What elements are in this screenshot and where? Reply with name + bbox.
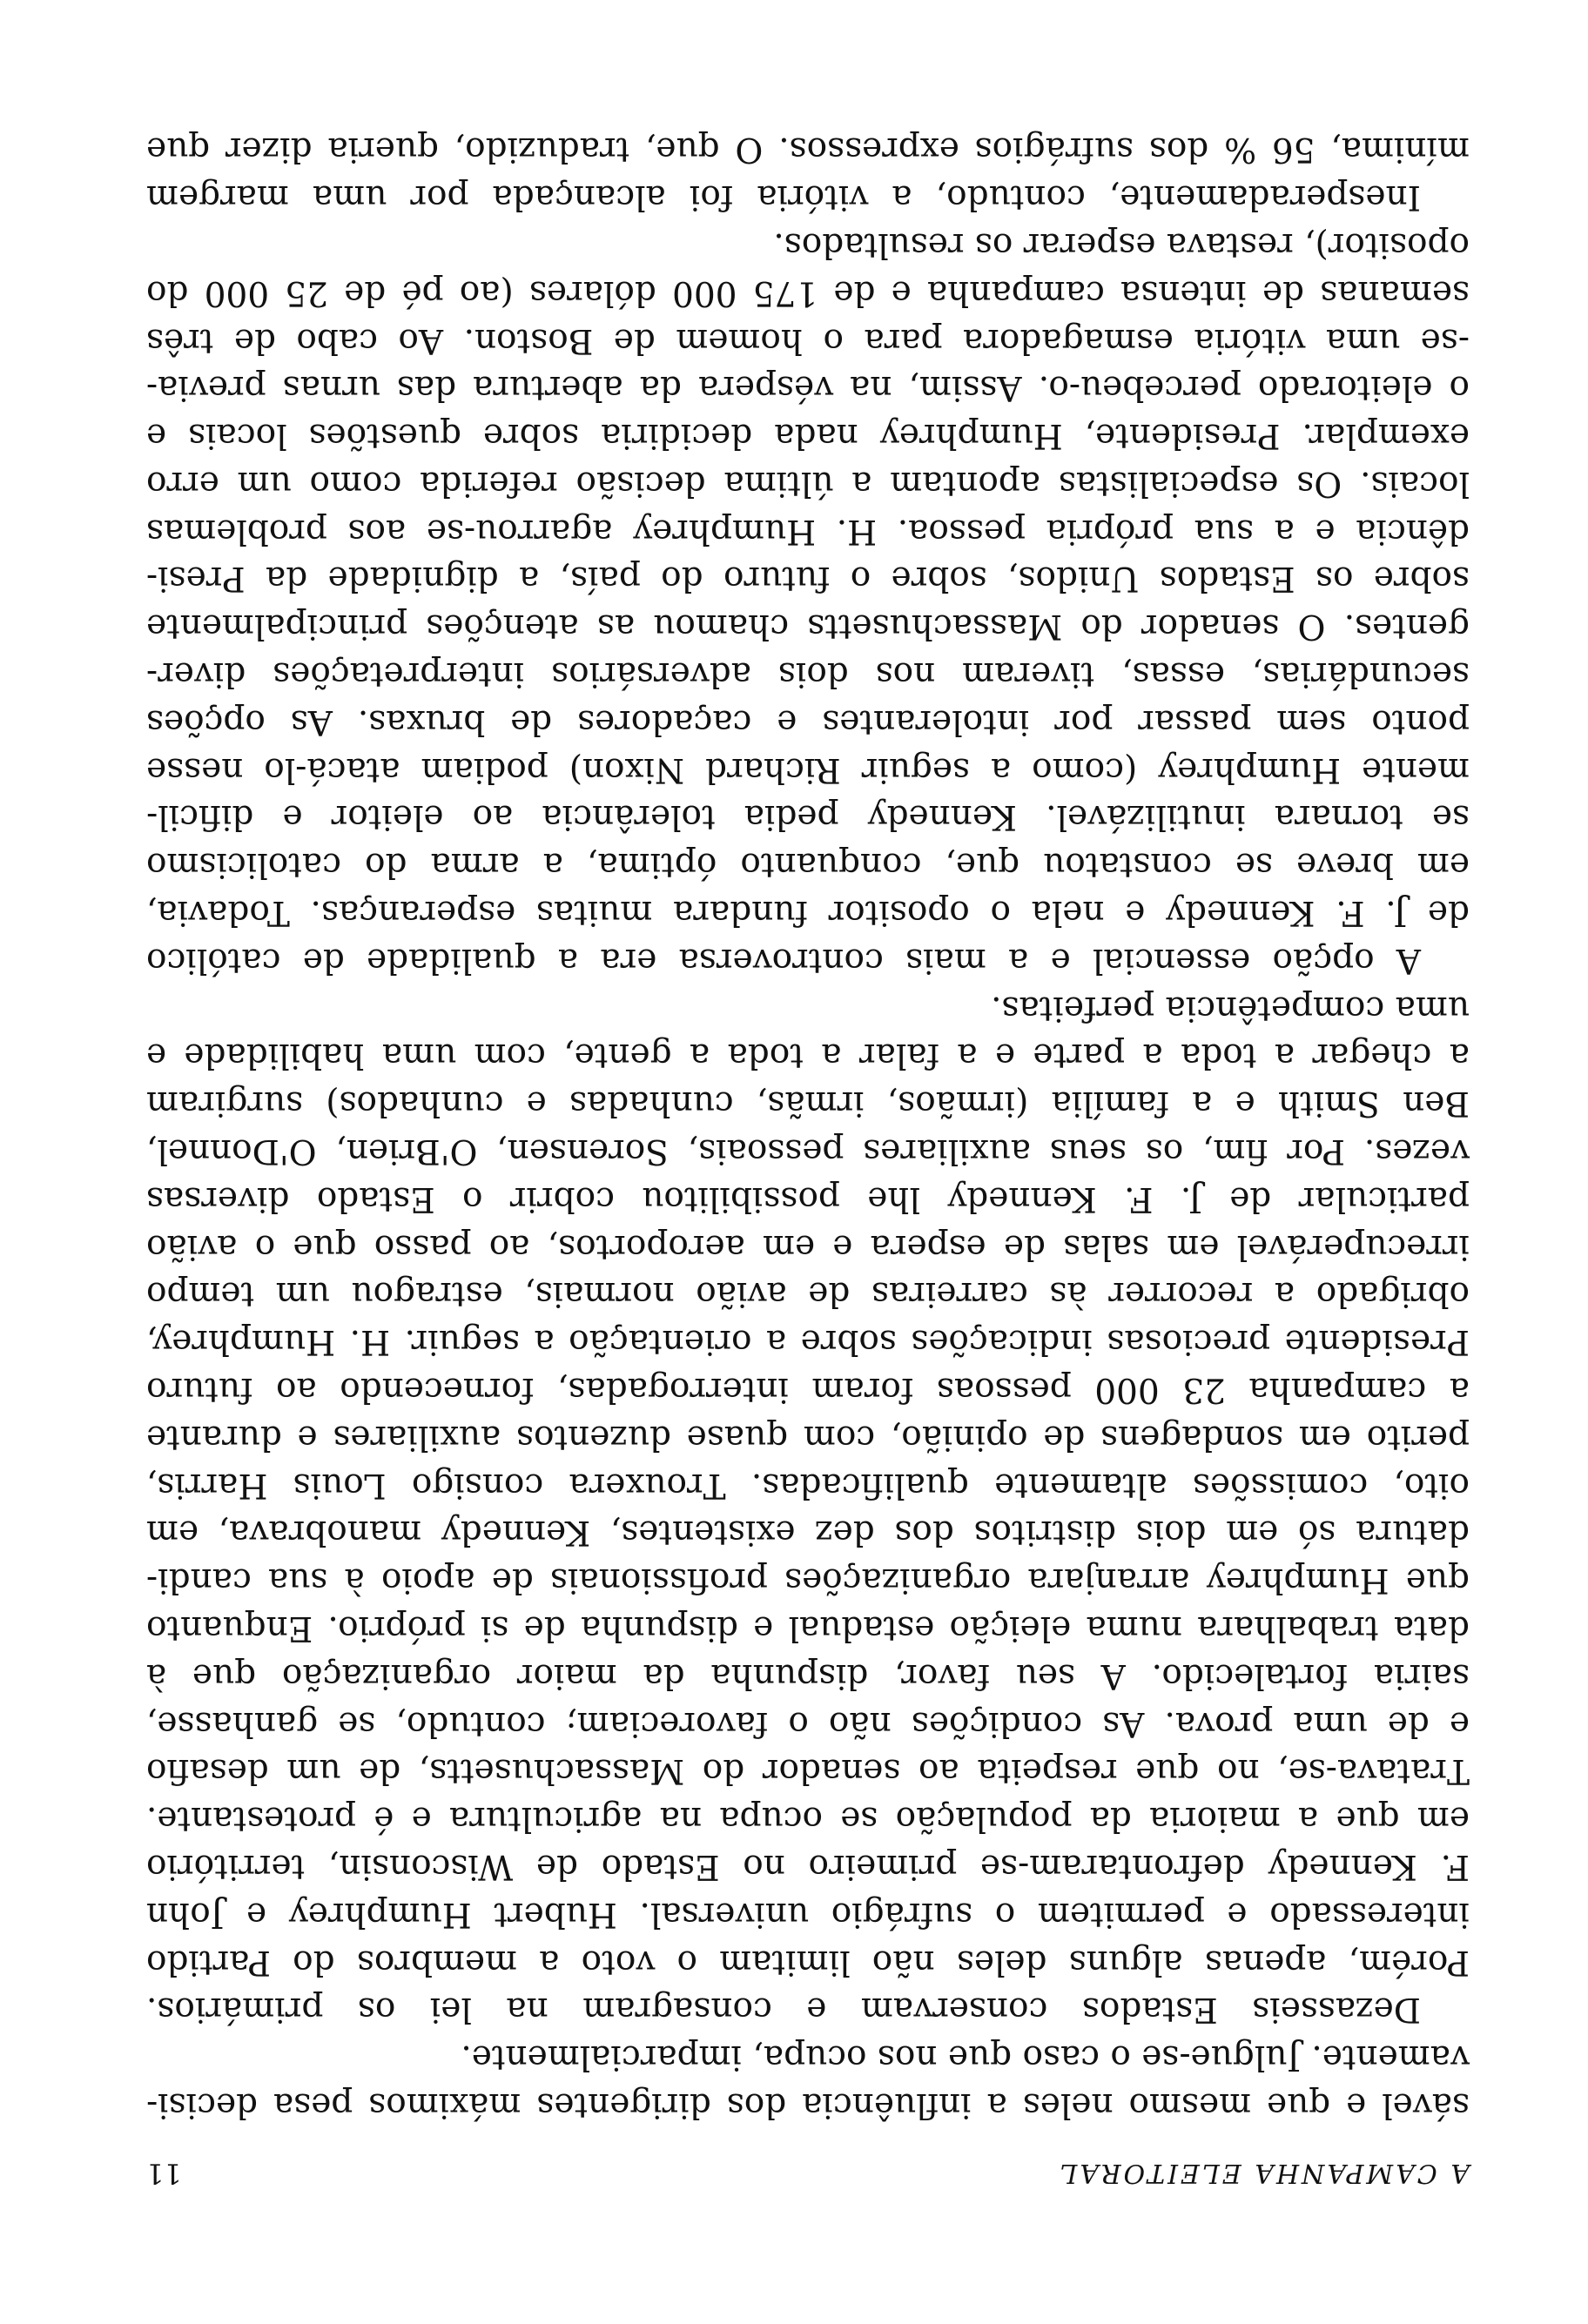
text-line: interessado e permitem o sufrágio universal. Hubert Humphrey e John: [146, 1894, 1470, 1934]
text-line: vamente. Julgue-se o caso que nos ocupa, imparcialmente.: [461, 2038, 1470, 2078]
text-line: irrecuperável em salas de espera e em aeroportos, ao passo que o avião: [146, 1226, 1470, 1266]
running-title: A CAMPANHA ELEITORAL: [1057, 2158, 1470, 2189]
text-line: secundárias, essas, tiveram nos dois adversários interpretações diver-: [146, 655, 1470, 695]
text-line: a chegar a toda a parte e a falar a toda a gente, com uma habilidade e: [146, 1036, 1470, 1076]
page-number: 11: [146, 2157, 182, 2190]
running-head: [146, 2156, 1470, 2191]
text-line: data trabalhara numa eleição estadual e dispunha de si próprio. Enquanto: [146, 1609, 1470, 1649]
text-line: sobre os Estados Unidos, sobre o futuro do país, a dignidade da Presi-: [146, 559, 1470, 599]
text-line: e de uma prova. As condições não o favoreciam; contudo, se ganhasse,: [146, 1703, 1470, 1743]
text-line: sável e que mesmo neles a influência dos dirigentes máximos pesa decisi-: [146, 2086, 1470, 2125]
text-line: obrigado a recorrer às carreiras de avião normais, estragou um tempo: [146, 1274, 1470, 1314]
text-line: de J. F. Kennedy e nela o opositor fundara muitas esperanças. Todavia,: [146, 893, 1470, 933]
text-line: Tratava-se, no que respeita ao senador do Massachusetts, de um desafio: [146, 1751, 1470, 1791]
text-line: a campanha 23 000 pessoas foram interrogadas, fornecendo ao futuro: [146, 1370, 1470, 1410]
text-line: se tornara inutilizável. Kennedy pedia tolerância ao eleitor e dificil-: [146, 797, 1470, 837]
text-line: exemplar. Presidente, Humphrey nada decidiria sobre questões locais e: [146, 416, 1470, 456]
text-line: em que a maioria da população se ocupa na agricultura e é protestante.: [146, 1799, 1470, 1839]
text-line: mente Humphrey (como a seguir Richard Nixon) podiam atacá-lo nesse: [146, 749, 1470, 789]
text-line: Ben Smith e a família (irmãos, irmãs, cunhadas e cunhados) surgiram: [146, 1084, 1470, 1124]
text-line: A opção essencial e a mais controversa era a qualidade de católico: [146, 940, 1421, 980]
text-line: locais. Os especialistas apontam a última decisão referida como um erro: [146, 463, 1470, 503]
text-line: dência e a sua própria pessoa. H. Humphrey agarrou-se aos problemas: [146, 511, 1470, 551]
text-line: gentes. O senador do Massachusetts chamou as atenções principalmente: [146, 607, 1470, 647]
text-line: vezes. Por fim, os seus auxiliares pessoais, Sorensen, O'Brien, O'Donnel,: [146, 1132, 1470, 1172]
body-text: [146, 125, 1470, 2128]
text-line: Porém, apenas alguns deles não limitam o voto a membros do Partido: [146, 1942, 1470, 1982]
text-line: perito em sondagens de opinião, com quase duzentos auxiliares e durante: [146, 1417, 1470, 1457]
text-line: Inesperadamente, contudo, a vitória foi alcançada por uma margem: [146, 178, 1421, 218]
text-line: Presidente preciosas indicações sobre a orientação a seguir. H. Humphrey,: [146, 1322, 1470, 1362]
text-line: em breve se constatou que, conquanto óptima, a arma do catolicismo: [146, 845, 1470, 885]
text-line: uma competência perfeitas.: [991, 988, 1470, 1028]
text-line: -se uma vitória esmagadora para o homem de Boston. Ao cabo de três: [146, 320, 1470, 360]
text-line: o eleitorado percebeu-o. Assim, na véspera da abertura das urnas previa-: [146, 368, 1470, 408]
text-line: F. Kennedy defrontaram-se primeiro no Estado de Wisconsin, território: [146, 1847, 1470, 1887]
text-line: Dezasseis Estados conservam e consagram na lei os primários.: [146, 1990, 1421, 2030]
text-line: que Humphrey arranjara organizações profissionais de apoio à sua candi-: [146, 1561, 1470, 1601]
text-line: semanas de intensa campanha e de 175 000 dólares (ao pé de 25 000 do: [146, 272, 1470, 312]
text-line: datura só em dois distritos dos dez existentes, Kennedy manobrava, em: [146, 1513, 1470, 1553]
text-line: ponto sem passar por intolerantes e caçadores de bruxas. As opções: [146, 702, 1470, 742]
text-line: mínima, 56 % dos sufrágios expressos. O que, traduzido, queria dizer que: [146, 130, 1470, 170]
text-line: particular de J. F. Kennedy lhe possibilitou cobrir o Estado diversas: [146, 1179, 1470, 1219]
text-line: sairia fortalecido. A seu favor, dispunha da maior organização que à: [146, 1656, 1470, 1696]
text-line: opositor), restava esperar os resultados.: [773, 225, 1470, 265]
text-line: oito, comissões altamente qualificadas. Trouxera consigo Louis Harris,: [146, 1465, 1470, 1505]
